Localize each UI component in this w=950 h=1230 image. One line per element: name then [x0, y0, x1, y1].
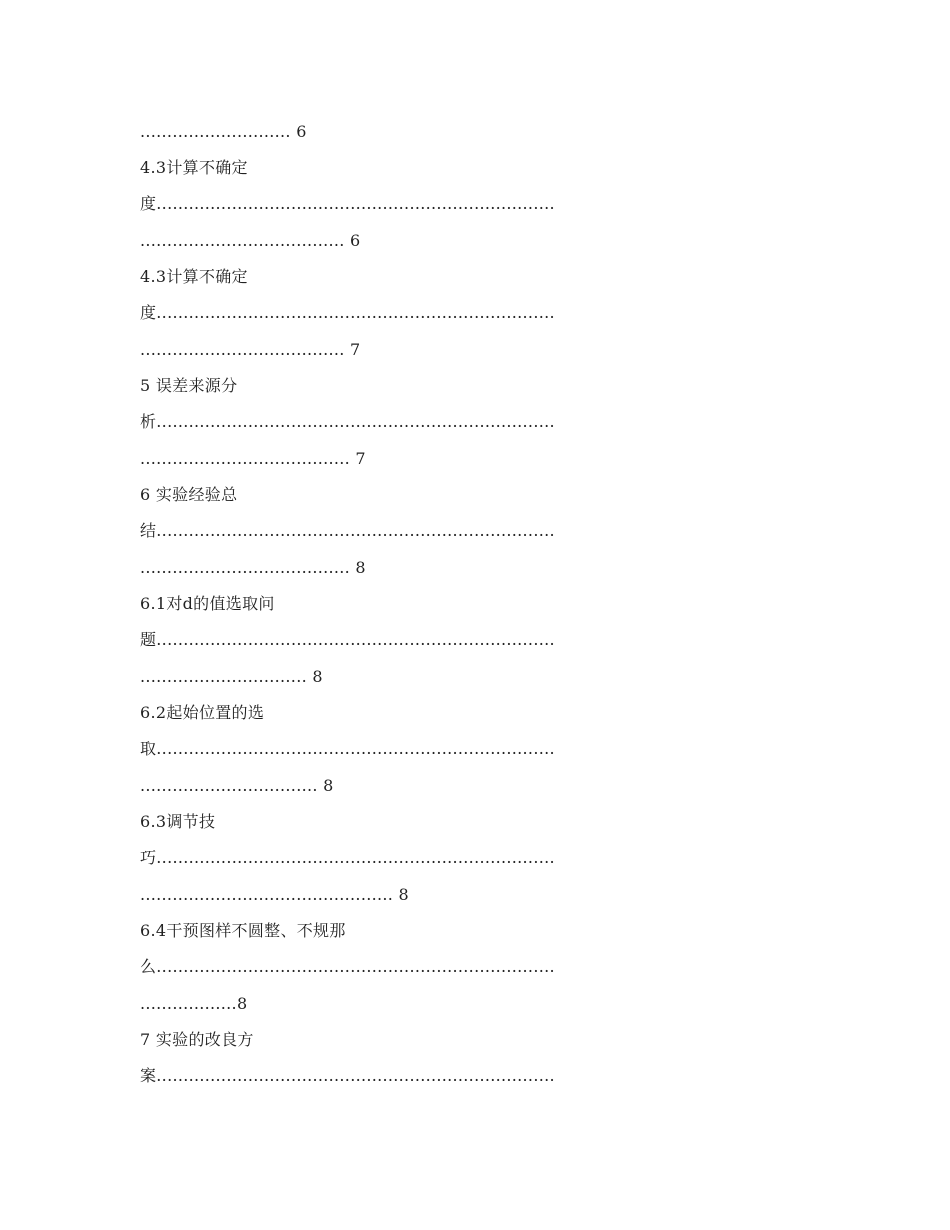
toc-line: 7 实验的改良方	[140, 1030, 254, 1049]
toc-line: ..................8	[140, 994, 248, 1013]
toc-line: 案..........................................................................	[140, 1066, 555, 1085]
toc-line: 6.4干预图样不圆整、不规那	[140, 921, 346, 940]
toc-line: 结..........................................................................	[140, 521, 555, 540]
toc-line: 6 实验经验总	[140, 485, 238, 504]
toc-line: 么..........................................................................	[140, 957, 555, 976]
toc-line: 取..........................................................................	[140, 739, 555, 758]
toc-line: 4.3计算不确定	[140, 267, 248, 286]
toc-line: 度..........................................................................	[140, 194, 555, 213]
toc-line: 6.2起始位置的选	[140, 703, 265, 722]
toc-line: 析..........................................................................	[140, 412, 555, 431]
toc-line: 题..........................................................................	[140, 630, 555, 649]
toc-line: ............................... 8	[140, 667, 323, 686]
toc-line: ...................................... 6	[140, 231, 361, 250]
toc-line: ....................................... 7	[140, 449, 366, 468]
toc-line: ............................................... 8	[140, 885, 410, 904]
toc-line: 6.1对d的值选取问	[140, 594, 275, 613]
toc-line: ................................. 8	[140, 776, 334, 795]
toc-line: 巧..........................................................................	[140, 848, 555, 867]
toc-line: 4.3计算不确定	[140, 158, 248, 177]
toc-line: 度..........................................................................	[140, 303, 555, 322]
toc-line: 5 误差来源分	[140, 376, 238, 395]
toc-line: ....................................... 8	[140, 558, 366, 577]
toc-line: ............................ 6	[140, 122, 307, 141]
toc-line: ...................................... 7	[140, 340, 361, 359]
toc-line: 6.3调节技	[140, 812, 216, 831]
